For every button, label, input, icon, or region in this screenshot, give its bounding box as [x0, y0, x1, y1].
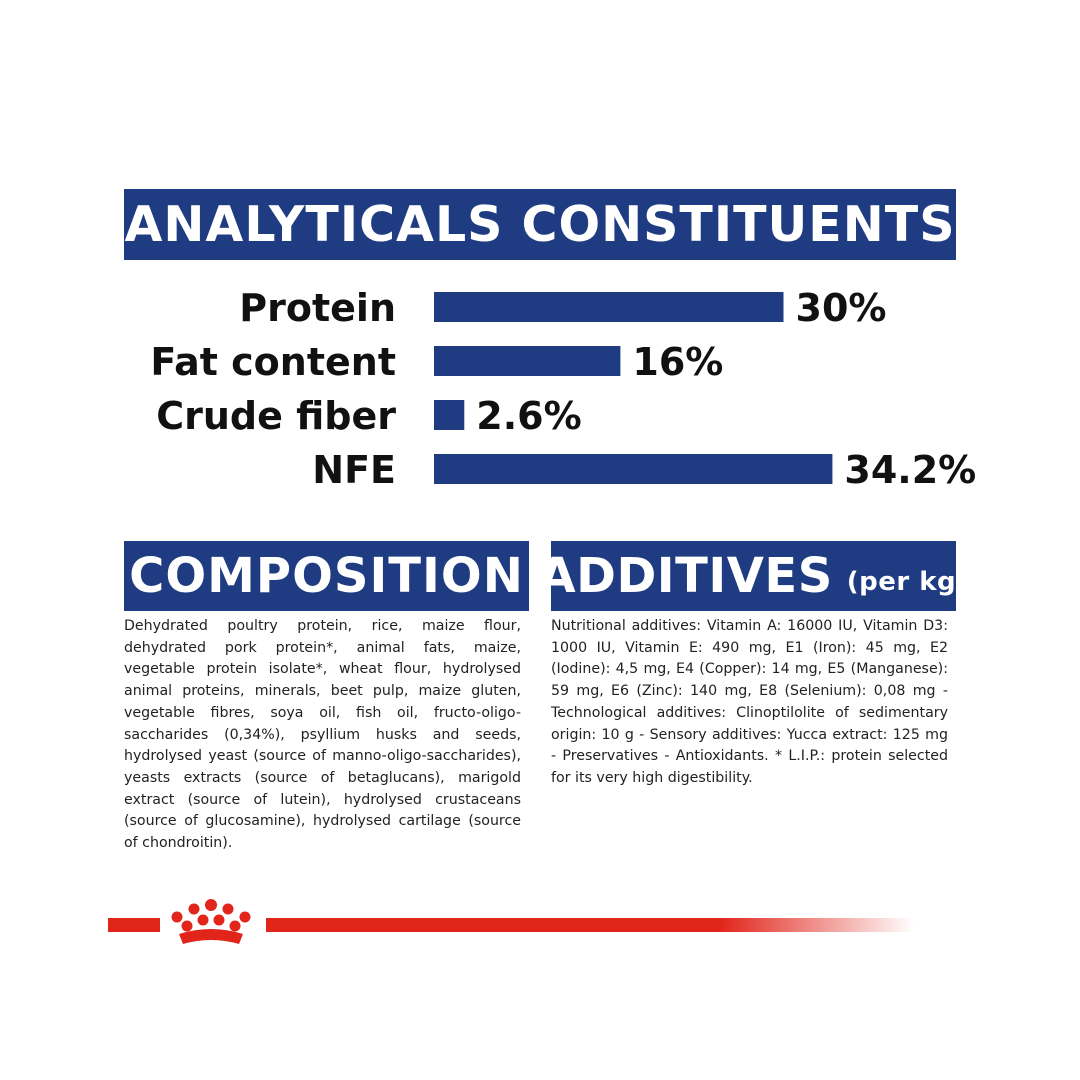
value-label: 30%: [795, 286, 887, 330]
value-label: 16%: [632, 340, 724, 384]
additives-header-unit: (per kg): [846, 567, 969, 597]
value-label: 2.6%: [476, 394, 582, 438]
category-label: Crude fiber: [156, 394, 396, 438]
composition-header-text: COMPOSITION: [129, 548, 524, 604]
category-label: NFE: [312, 448, 396, 492]
bar: [434, 400, 464, 430]
value-label: 34.2%: [844, 448, 977, 492]
crown-icon: [163, 898, 259, 950]
analyticals-header-text: ANALYTICALS CONSTITUENTS: [124, 196, 956, 253]
analyticals-bar-chart: [0, 270, 1080, 510]
composition-header: [124, 541, 529, 611]
category-label: Protein: [239, 286, 396, 330]
category-label: Fat content: [150, 340, 396, 384]
additives-header-text: ADDITIVES: [538, 548, 833, 604]
additives-header: [538, 541, 969, 611]
footer-line-left: [108, 918, 160, 932]
composition-text: Dehydrated poultry protein, rice, maize flour, dehydrated pork protein*, animal fats, maize, vegetable protein isolate*, wheat flour, hydrolysed animal proteins, minerals, beet pulp, maize gluten, vegetable fibres, soya oil, fish oil, fructo-oligo-saccharides (0,34%), psyllium husks and seeds, hydrolysed yeast (source of manno-oligo-saccharides), yeasts extracts (source of betaglucans), marigold extract (source of lutein), hydrolysed crustaceans (source of glucosamine), hydrolysed cartilage (source of chondroitin).: [124, 618, 521, 852]
analyticals-header: [124, 189, 956, 260]
additives-text: Nutritional additives: Vitamin A: 16000 IU, Vitamin D3: 1000 IU, Vitamin E: 490 mg, E1 (Iron): 45 mg, E2 (Iodine): 4,5 mg, E4 (Copper): 14 mg, E5 (Manganese): 59 mg, E6 (Zinc): 140 mg, E8 (Selenium): 0,08 mg - Technological additives: Clinoptilolite of sedimentary origin: 10 g - Sensory additives: Yucca extract: 125 mg - Preservatives - Antioxidants. * L.I.P.: protein selected for its very high digestibility.: [551, 618, 948, 786]
footer-line-right: [266, 918, 914, 932]
bar: [434, 454, 832, 484]
bar: [434, 346, 620, 376]
bar: [434, 292, 784, 322]
